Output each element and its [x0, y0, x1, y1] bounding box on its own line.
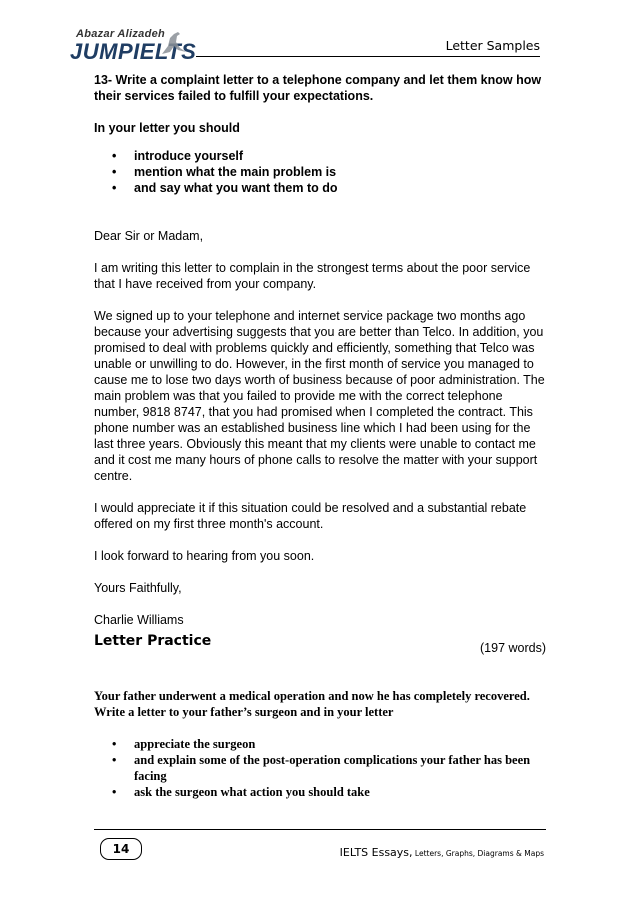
letter-greeting: Dear Sir or Madam,: [94, 229, 204, 243]
jumpielts-logo: [66, 28, 196, 68]
bullet-icon: •: [112, 149, 117, 163]
bullet-icon: •: [112, 181, 117, 195]
list-item: • appreciate the surgeon: [112, 737, 256, 751]
bullet-icon: •: [112, 165, 117, 179]
footer-title-sub: Letters, Graphs, Diagrams & Maps: [412, 849, 544, 858]
list-item: • introduce yourself: [112, 149, 244, 163]
header-rule: [196, 56, 540, 57]
footer-title: [340, 841, 544, 860]
list-item: • and explain some of the post-operation complications your father has been facing: [112, 753, 531, 783]
kangaroo-icon: [158, 28, 188, 58]
practice-bullet-list: [94, 736, 546, 800]
bullet-icon: •: [112, 753, 117, 767]
task-prompt: 13- Write a complaint letter to a telephone company and let them know how their services failed to fulfill your expectations.: [94, 73, 542, 103]
letter-signature: Charlie Williams: [94, 613, 184, 627]
footer-title-main: IELTS Essays,: [339, 846, 413, 859]
page-header-title: Letter Samples: [445, 38, 540, 53]
sample-letter-section: [94, 72, 546, 656]
list-item: • and say what you want them to do: [112, 181, 338, 195]
page-number: 14: [100, 838, 142, 860]
letter-body: [94, 228, 546, 656]
list-item: • mention what the main problem is: [112, 165, 337, 179]
list-item: • ask the surgeon what action you should take: [112, 785, 370, 799]
letter-paragraph: I am writing this letter to complain in the strongest terms about the poor service that I have received from your company.: [94, 261, 531, 291]
letter-paragraph: I would appreciate it if this situation could be resolved and a substantial rebate offered on my first three month's account.: [94, 501, 527, 531]
bullet-icon: •: [112, 785, 117, 799]
bullet-icon: •: [112, 737, 117, 751]
word-count: (197 words): [480, 641, 546, 655]
footer-rule: [94, 829, 546, 830]
practice-prompt: Your father underwent a medical operation and now he has completely recovered. Write a letter to your father’s surgeon and in your letter: [94, 689, 530, 719]
logo-author-text: Abazar Alizadeh: [76, 28, 166, 40]
letter-closing: Yours Faithfully,: [94, 581, 182, 595]
letter-paragraph: We signed up to your telephone and internet service package two months ago because your advertising suggests that you are better than Telco. In addition, you promised to deal with problems quickly and efficiently, something that Telco was unable or unwilling to do. However, in the first month of service you managed to cause me to lose two days worth of business because of poor administration. The main problem was that you failed to provide me with the correct telephone number, 9818 8747, that you had promised when I completed the contract. This phone number was an established business line which I had been using for the last three years. Obviously this meant that my clients were unable to contact me and it cost me many hours of phone calls to resolve the matter with your support centre.: [94, 309, 545, 483]
practice-heading: Letter Practice: [94, 633, 212, 649]
task-bullet-list: [94, 148, 546, 196]
letter-paragraph: I look forward to hearing from you soon.: [94, 549, 315, 563]
logo-brand-text: JUMPIELTS: [70, 39, 197, 64]
practice-section: [94, 688, 546, 800]
task-instruction: In your letter you should: [94, 121, 240, 135]
